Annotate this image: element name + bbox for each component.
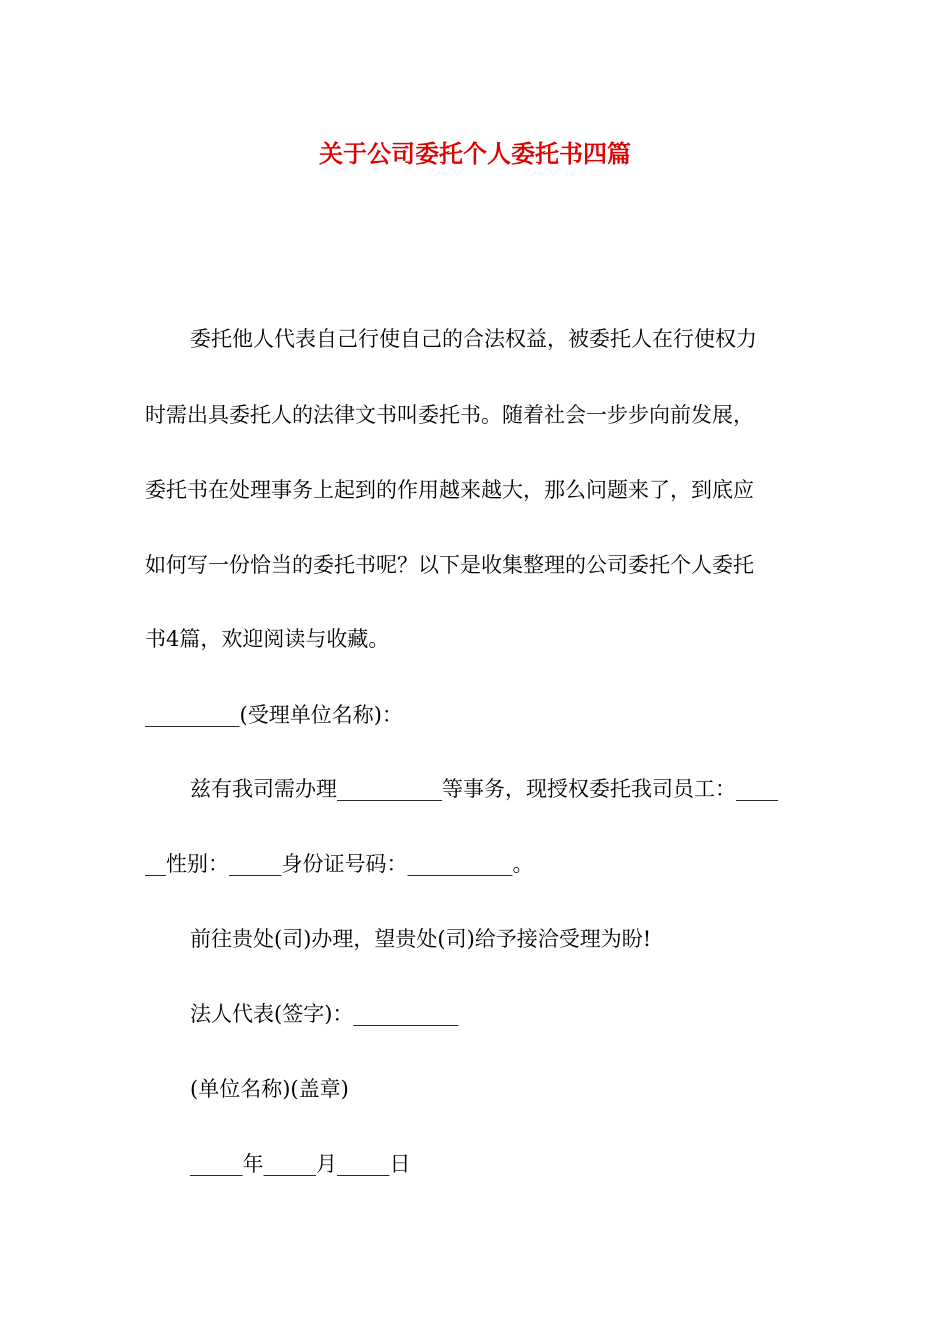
intro-line-4: 如何写一份恰当的委托书呢？以下是收集整理的公司委托个人委托	[145, 553, 754, 577]
document-title: 关于公司委托个人委托书四篇	[319, 139, 631, 168]
addressee-line: _________(受理单位名称)：	[145, 703, 403, 727]
date-line: _____年_____月_____日	[190, 1152, 411, 1176]
intro-line-5: 书4篇，欢迎阅读与收藏。	[145, 627, 390, 651]
intro-line-1: 委托他人代表自己行使自己的合法权益，被委托人在行使权力	[190, 327, 757, 351]
unit-seal-line: (单位名称)(盖章)	[190, 1077, 349, 1101]
intro-line-3: 委托书在处理事务上起到的作用越来越大，那么问题来了，到底应	[145, 478, 754, 502]
request-line: 前往贵处(司)办理，望贵处(司)给予接洽受理为盼!	[190, 927, 652, 951]
authorization-line-2: __性别：_____身份证号码：__________。	[145, 852, 534, 876]
intro-line-2: 时需出具委托人的法律文书叫委托书。随着社会一步步向前发展，	[145, 403, 754, 427]
authorization-line-1: 兹有我司需办理__________等事务，现授权委托我司员工：____	[190, 777, 778, 801]
legal-representative-line: 法人代表(签字)：__________	[190, 1002, 459, 1026]
